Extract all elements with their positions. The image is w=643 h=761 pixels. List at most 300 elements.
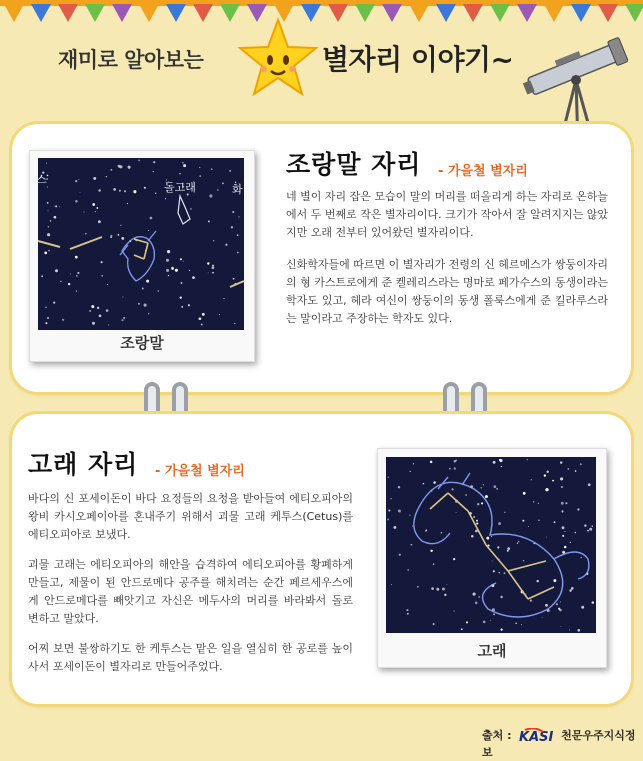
- bunting-flag: [490, 4, 510, 22]
- star-dot: [76, 275, 77, 276]
- star-dot: [181, 282, 183, 284]
- star-dot: [101, 275, 103, 277]
- star-dot: [155, 193, 156, 194]
- star-dot: [430, 461, 433, 464]
- star-dot: [521, 624, 522, 625]
- star-dot: [528, 526, 529, 527]
- star-dot: [219, 314, 220, 315]
- star-dot: [59, 206, 60, 207]
- star-dot: [456, 512, 457, 513]
- star-dot: [78, 179, 79, 180]
- star-dot: [180, 258, 182, 260]
- star-dot: [119, 190, 121, 192]
- star-dot: [190, 208, 192, 210]
- star-dot: [569, 629, 570, 630]
- star-dot: [561, 626, 562, 627]
- section-paragraph: 괴물 고래는 에티오피아의 해안을 습격하여 에티오피아를 황폐하게 만들고, 제물이 된 안드로메다 공주를 해치려는 순간 페르세우스에게 안드로메다를 빼앗기고 자신은 메두사의 머리를 바라봐서 돌로 변하고 말았다.: [28, 558, 353, 625]
- star-dot: [80, 192, 81, 193]
- star-dot: [142, 287, 144, 289]
- star-dot: [393, 526, 396, 529]
- star-dot: [575, 532, 576, 533]
- star-dot: [45, 307, 46, 308]
- star-dot: [106, 176, 108, 178]
- star-dot: [545, 488, 548, 491]
- star-dot: [538, 520, 539, 521]
- star-dot: [120, 225, 121, 226]
- photo-frame-whale: [377, 448, 607, 668]
- star-dot: [89, 310, 91, 312]
- star-dot: [481, 502, 483, 504]
- star-dot: [182, 162, 184, 164]
- star-dot: [407, 569, 409, 571]
- star-dot: [237, 234, 239, 236]
- star-dot: [106, 309, 109, 312]
- star-dot: [588, 483, 591, 486]
- star-dot: [492, 560, 493, 561]
- bunting-flag: [85, 4, 105, 22]
- star-dot: [546, 471, 549, 474]
- star-dot: [417, 586, 419, 588]
- star-dot: [53, 301, 55, 303]
- star-dot: [121, 319, 123, 321]
- star-dot: [387, 518, 389, 520]
- star-dot: [449, 468, 451, 470]
- star-dot: [95, 211, 96, 212]
- star-dot: [581, 606, 584, 609]
- star-dot: [84, 212, 85, 213]
- star-dot: [201, 324, 203, 326]
- star-dot: [507, 547, 510, 550]
- svg-text:KASI: KASI: [519, 730, 554, 744]
- star-dot: [565, 502, 567, 504]
- star-dot: [123, 317, 125, 319]
- star-dot: [442, 587, 445, 590]
- star-dot: [44, 252, 47, 255]
- star-dot: [461, 628, 463, 630]
- star-dot: [527, 459, 528, 460]
- bunting-flag: [625, 4, 643, 22]
- title-main: 별자리 이야기~: [322, 43, 514, 76]
- star-dot: [441, 532, 443, 534]
- star-dot: [554, 521, 556, 523]
- bunting-flag: [382, 4, 402, 22]
- star-dot: [455, 459, 457, 461]
- star-dot: [212, 272, 214, 274]
- star-dot: [101, 261, 103, 263]
- star-dot: [391, 584, 392, 585]
- star-dot: [199, 167, 200, 168]
- bunting-flag: [58, 4, 78, 22]
- sky-label: 스: [36, 173, 47, 186]
- source-org-name: 천문우주지식정보: [482, 729, 636, 759]
- star-dot: [70, 273, 71, 274]
- star-dot: [561, 486, 563, 488]
- star-dot: [46, 163, 47, 164]
- star-dot: [47, 233, 50, 236]
- bunting-flag: [112, 4, 132, 22]
- star-dot: [122, 297, 123, 298]
- star-dot: [580, 557, 581, 558]
- star-dot: [473, 516, 475, 518]
- star-dot: [473, 593, 476, 596]
- star-dot: [430, 550, 432, 552]
- star-dot: [497, 546, 499, 548]
- star-dot: [454, 467, 456, 469]
- star-dot: [523, 560, 524, 561]
- star-dot: [107, 284, 108, 285]
- star-dot: [446, 584, 447, 585]
- star-dot: [127, 203, 128, 204]
- star-dot: [483, 484, 484, 485]
- star-dot: [518, 541, 519, 542]
- star-dot: [93, 177, 96, 180]
- star-dot: [501, 466, 502, 467]
- star-dot: [423, 483, 425, 485]
- star-dot: [517, 542, 518, 543]
- star-dot: [407, 609, 409, 611]
- star-dot: [144, 187, 146, 189]
- star-dot: [493, 570, 495, 572]
- bunting-flag: [436, 4, 456, 22]
- star-dot: [118, 165, 121, 168]
- star-dot: [410, 471, 411, 472]
- star-dot: [144, 304, 147, 307]
- star-dot: [47, 202, 49, 204]
- star-dot: [433, 481, 436, 484]
- star-dot: [413, 463, 414, 464]
- star-dot: [542, 617, 543, 618]
- star-dot: [496, 488, 498, 490]
- star-dot: [148, 230, 149, 231]
- star-dot: [569, 589, 572, 592]
- star-dot: [148, 313, 149, 314]
- star-dot: [181, 306, 183, 308]
- star-dot: [41, 275, 43, 277]
- star-dot: [499, 572, 501, 574]
- star-dot: [480, 487, 481, 488]
- star-dot: [48, 226, 50, 228]
- star-dot: [587, 530, 589, 532]
- star-dot: [99, 314, 102, 317]
- star-dot: [507, 550, 509, 552]
- star-dot: [515, 622, 517, 624]
- star-dot: [118, 234, 120, 236]
- star-dot: [436, 588, 439, 591]
- star-dot: [165, 198, 166, 199]
- star-dot: [199, 317, 202, 320]
- star-dot: [398, 486, 400, 488]
- star-dot: [558, 608, 560, 610]
- star-dot: [175, 269, 178, 272]
- star-dot: [493, 485, 496, 488]
- star-dot: [409, 515, 410, 516]
- star-dot: [212, 265, 214, 267]
- star-dot: [471, 535, 474, 538]
- star-dot: [171, 267, 174, 270]
- star-dot: [567, 468, 569, 470]
- star-dot: [188, 304, 190, 306]
- star-dot: [234, 323, 235, 324]
- star-dot: [561, 510, 563, 512]
- star-dot: [477, 503, 479, 505]
- bunting-flag: [598, 4, 618, 22]
- star-dot: [60, 281, 62, 283]
- star-dot: [451, 488, 453, 490]
- star-dot: [138, 160, 140, 162]
- star-dot: [500, 596, 502, 598]
- star-dot: [77, 272, 79, 274]
- section-paragraph: 바다의 신 포세이돈이 바다 요정들의 요청을 받아들여 에티오피아의 왕비 카시오페이아를 혼내주기 위해서 괴물 고래 케투스(Cetus)를 에티오피아로 보냈다.: [28, 492, 353, 541]
- star-dot: [407, 613, 409, 615]
- photo-caption: 조랑말: [120, 334, 164, 352]
- star-dot: [62, 319, 64, 321]
- star-dot: [199, 175, 201, 177]
- star-dot: [133, 190, 136, 193]
- star-dot: [153, 171, 154, 172]
- star-dot: [153, 161, 155, 163]
- star-dot: [202, 313, 205, 316]
- star-dot: [465, 494, 467, 496]
- bunting-flag: [139, 4, 159, 22]
- star-dot: [592, 526, 593, 527]
- sky-label: 화: [232, 183, 243, 196]
- star-dot: [564, 531, 565, 532]
- star-dot: [183, 164, 186, 167]
- star-dot: [47, 175, 49, 177]
- star-dot: [486, 537, 489, 540]
- section-paragraph: 어찌 보면 불쌍하기도 한 케투스는 맡은 일을 열심히 한 공로를 높이 사서 포세이돈이 별자리로 만들어주었다.: [28, 642, 353, 673]
- star-dot: [485, 495, 488, 498]
- star-dot: [570, 542, 571, 543]
- star-dot: [45, 322, 47, 324]
- star-dot: [483, 621, 486, 624]
- star-dot: [562, 526, 565, 529]
- star-dot: [499, 459, 502, 462]
- star-dot: [411, 544, 413, 546]
- photo-caption: 고래: [477, 642, 507, 660]
- star-dot: [544, 474, 546, 476]
- star-dot: [231, 226, 233, 228]
- star-dot: [412, 526, 413, 527]
- star-dot: [584, 524, 587, 527]
- star-dot: [552, 480, 554, 482]
- section-paragraph: 네 별이 자리 잡은 모습이 말의 머리를 떠올리게 하는 자리로 온하늘에서 두 번째로 작은 별자리이다. 크기가 작아서 잘 알려지지는 않았지만 오래 전부터 있어왔던 별자리이다.: [286, 190, 608, 239]
- star-dot: [167, 250, 170, 253]
- star-dot: [50, 220, 51, 221]
- sky-label: 돌고래: [164, 181, 196, 194]
- star-dot: [208, 220, 210, 222]
- star-dot: [213, 240, 214, 241]
- star-dot: [531, 479, 532, 480]
- star-dot: [398, 509, 401, 512]
- bunting-flag: [544, 4, 564, 22]
- star-dot: [577, 508, 579, 510]
- section-paragraph: 신화학자들에 따르면 이 별자리가 전령의 신 헤르메스가 쌍둥이자리의 형 카스트로에게 준 켈레리스라는 명마로 페가수스의 동생이라는 학자도 있고, 헤라 여신이 쌍둥이의 동생 폴룩스에게 준 킬라루스라는 말이라고 주장하는 학자도 있다.: [286, 258, 609, 325]
- star-dot: [75, 180, 77, 182]
- star-dot: [47, 317, 49, 319]
- star-dot: [466, 621, 468, 623]
- star-dot: [75, 200, 78, 203]
- star-dot: [48, 250, 49, 251]
- star-dot: [85, 233, 87, 235]
- section-heading: 고래 자리: [28, 450, 139, 479]
- star-dot: [237, 252, 239, 254]
- star-dot: [523, 492, 526, 495]
- star-dot: [98, 189, 100, 191]
- star-dot: [92, 203, 95, 206]
- star-dot: [553, 579, 556, 582]
- star-dot: [233, 278, 235, 280]
- star-dot: [121, 237, 124, 240]
- star-dot: [97, 307, 99, 309]
- star-dot: [110, 169, 112, 171]
- star-dot: [75, 256, 78, 259]
- star-dot: [560, 477, 563, 480]
- star-dot: [589, 528, 592, 531]
- star-dot: [225, 244, 227, 246]
- star-dot: [577, 629, 580, 632]
- section-heading: 조랑말 자리: [286, 150, 422, 179]
- star-dot: [536, 580, 538, 582]
- star-dot: [501, 629, 503, 631]
- source-credit: [482, 727, 643, 760]
- star-dot: [490, 620, 491, 621]
- star-dot: [212, 266, 215, 269]
- star-dot: [209, 194, 212, 197]
- bunting-flag: [193, 4, 213, 22]
- star-dot: [504, 572, 506, 574]
- star-dot: [425, 530, 426, 531]
- star-dot: [180, 296, 182, 298]
- bunting-decoration: [0, 0, 643, 26]
- star-dot: [560, 602, 561, 603]
- star-dot: [91, 305, 94, 308]
- star-dot: [229, 170, 231, 172]
- star-dot: [399, 554, 401, 556]
- section-subheading: - 가을철 별자리: [155, 464, 245, 479]
- bunting-flag: [463, 4, 483, 22]
- star-dot: [564, 546, 567, 549]
- star-dot: [54, 216, 57, 219]
- star-dot: [96, 207, 98, 209]
- title-prefix: 재미로 알아보는: [58, 48, 204, 72]
- star-dot: [522, 520, 524, 522]
- star-dot: [189, 270, 190, 271]
- star-dot: [433, 623, 435, 625]
- star-dot: [238, 216, 239, 217]
- star-dot: [222, 183, 224, 185]
- star-dot: [124, 190, 126, 192]
- star-dot: [232, 211, 234, 213]
- star-dot: [179, 173, 180, 174]
- star-dot: [560, 461, 562, 463]
- star-dot: [388, 509, 390, 511]
- star-dot: [562, 535, 564, 537]
- bunting-flag: [355, 4, 375, 22]
- star-dot: [54, 206, 55, 207]
- star-dot: [504, 512, 505, 513]
- bunting-flag: [4, 4, 24, 22]
- constellation-image-whale: [378, 449, 606, 667]
- star-dot: [92, 322, 95, 325]
- bunting-flag: [517, 4, 537, 22]
- star-dot: [150, 217, 153, 220]
- star-dot: [211, 168, 213, 170]
- star-dot: [208, 273, 209, 274]
- star-dot: [592, 601, 595, 604]
- section-subheading: - 가을철 별자리: [438, 164, 528, 179]
- star-dot: [166, 259, 169, 262]
- star-dot: [545, 604, 548, 607]
- star-dot: [476, 522, 478, 524]
- star-dot: [217, 189, 218, 190]
- star-dot: [571, 587, 574, 590]
- star-dot: [476, 520, 478, 522]
- star-dot: [478, 596, 480, 598]
- star-dot: [68, 283, 70, 285]
- star-dot: [183, 261, 184, 262]
- star-dot: [207, 262, 209, 264]
- star-mascot-icon: [236, 16, 320, 100]
- star-dot: [223, 298, 224, 299]
- star-dot: [128, 166, 131, 169]
- star-dot: [493, 461, 496, 464]
- star-dot: [453, 558, 455, 560]
- star-dot: [76, 291, 77, 292]
- constellation-image-pony: [30, 151, 254, 361]
- star-dot: [538, 503, 539, 504]
- star-dot: [157, 290, 159, 292]
- star-dot: [556, 603, 558, 605]
- star-dot: [166, 269, 169, 272]
- star-dot: [138, 303, 140, 305]
- star-dot: [390, 498, 391, 499]
- star-dot: [530, 599, 532, 601]
- star-dot: [491, 536, 492, 537]
- star-dot: [533, 501, 534, 502]
- kasi-logo-icon: [519, 728, 553, 744]
- star-dot: [55, 205, 57, 207]
- star-dot: [168, 275, 169, 276]
- star-dot: [146, 280, 149, 283]
- star-dot: [388, 477, 389, 478]
- star-dot: [192, 276, 195, 279]
- star-dot: [48, 210, 49, 211]
- star-dot: [546, 537, 547, 538]
- source-label: 출처 :: [482, 729, 512, 742]
- star-dot: [108, 325, 109, 326]
- photo-frame-pony: [29, 150, 255, 362]
- star-dot: [433, 563, 435, 565]
- star-dot: [475, 602, 478, 605]
- star-dot: [575, 470, 577, 472]
- bunting-flag: [31, 4, 51, 22]
- star-dot: [453, 610, 454, 611]
- star-dot: [47, 187, 48, 188]
- star-dot: [55, 269, 58, 272]
- star-dot: [498, 522, 501, 525]
- star-dot: [444, 594, 446, 596]
- bunting-flag: [328, 4, 348, 22]
- star-dot: [493, 613, 495, 615]
- bunting-flag: [166, 4, 186, 22]
- star-dot: [113, 188, 116, 191]
- star-dot: [110, 235, 112, 237]
- star-dot: [562, 551, 565, 554]
- star-dot: [580, 463, 582, 465]
- star-dot: [98, 220, 101, 223]
- star-dot: [431, 587, 434, 590]
